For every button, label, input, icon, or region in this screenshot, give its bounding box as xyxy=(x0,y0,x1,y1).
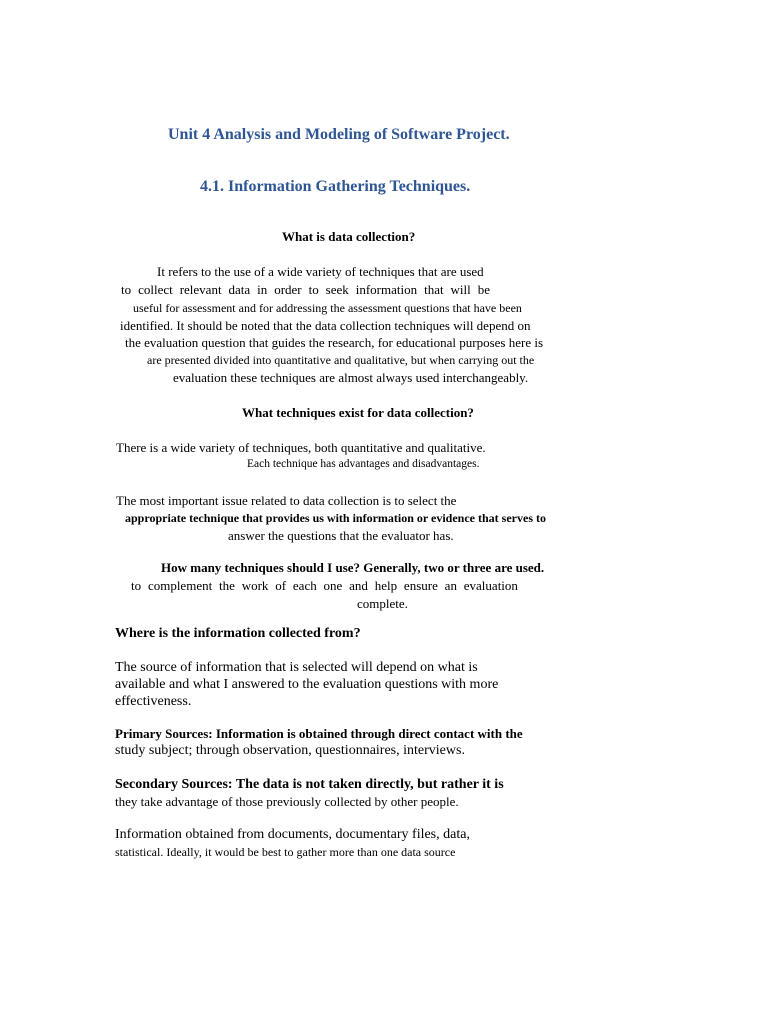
word: each xyxy=(292,578,317,593)
word: that xyxy=(424,282,444,297)
word: one xyxy=(323,578,343,593)
paragraph-line: useful for assessment and for addressing the assessment questions that have been xyxy=(133,301,522,315)
word: help xyxy=(374,578,398,593)
word: to xyxy=(121,282,132,297)
word: ensure xyxy=(403,578,438,593)
word: to xyxy=(308,282,319,297)
word: the xyxy=(219,578,235,593)
paragraph-line: identified. It should be noted that the data collection techniques will depend on xyxy=(120,318,531,333)
word: be xyxy=(477,282,490,297)
paragraph-line: There is a wide variety of techniques, both quantitative and qualitative. xyxy=(116,440,486,455)
paragraph-line: effectiveness. xyxy=(115,694,192,709)
paragraph-line: study subject; through observation, questionnaires, interviews. xyxy=(115,743,465,758)
paragraph-line: evaluation these techniques are almost always used interchangeably. xyxy=(173,370,529,385)
word: information xyxy=(355,282,418,297)
word: work xyxy=(241,578,269,593)
paragraph-line: the evaluation question that guides the research, for educational purposes here is xyxy=(125,335,544,350)
word: relevant xyxy=(179,282,222,297)
word: an xyxy=(444,578,457,593)
paragraph-line: complete. xyxy=(357,596,408,611)
word: evaluation xyxy=(463,578,518,593)
word: collect xyxy=(138,282,173,297)
paragraph-line: statistical. Ideally, it would be best to gather more than one data source xyxy=(115,845,456,859)
paragraph-line: appropriate technique that provides us with information or evidence that serves to xyxy=(125,511,546,525)
paragraph-line: are presented divided into quantitative and qualitative, but when carrying out the xyxy=(147,353,535,367)
information-source-heading: Where is the information collected from? xyxy=(115,626,361,641)
justified-text xyxy=(121,283,490,296)
paragraph-line: Each technique has advantages and disadvantages. xyxy=(247,458,480,470)
paragraph-line: It refers to the use of a wide variety of techniques that are used xyxy=(157,264,484,279)
paragraph-line xyxy=(131,579,518,592)
techniques-heading: What techniques exist for data collection? xyxy=(242,405,474,420)
word: in xyxy=(257,282,268,297)
paragraph-line: The source of information that is selected will depend on what is xyxy=(115,660,478,675)
word: will xyxy=(450,282,471,297)
word: of xyxy=(275,578,287,593)
data-collection-heading: What is data collection? xyxy=(282,229,416,244)
paragraph-line: Information obtained from documents, documentary files, data, xyxy=(115,827,470,842)
paragraph-line: they take advantage of those previously collected by other people. xyxy=(115,794,459,809)
section-subtitle: 4.1. Information Gathering Techniques. xyxy=(200,178,471,195)
paragraph-line: available and what I answered to the evaluation questions with more xyxy=(115,677,499,692)
secondary-sources-line: Secondary Sources: The data is not taken directly, but rather it is xyxy=(115,777,504,792)
word: complement xyxy=(147,578,213,593)
paragraph-line xyxy=(121,283,490,296)
word: to xyxy=(131,578,142,593)
word: data xyxy=(228,282,251,297)
how-many-question: How many techniques should I use? Generally, two or three are used. xyxy=(161,560,545,575)
word: and xyxy=(349,578,368,593)
page-title: Unit 4 Analysis and Modeling of Software Project. xyxy=(168,126,510,143)
paragraph-line: answer the questions that the evaluator has. xyxy=(228,528,454,543)
justified-text xyxy=(131,579,518,592)
primary-sources-line: Primary Sources: Information is obtained through direct contact with the xyxy=(115,726,523,741)
paragraph-line: The most important issue related to data collection is to select the xyxy=(116,493,457,508)
word: seek xyxy=(325,282,349,297)
word: order xyxy=(274,282,302,297)
